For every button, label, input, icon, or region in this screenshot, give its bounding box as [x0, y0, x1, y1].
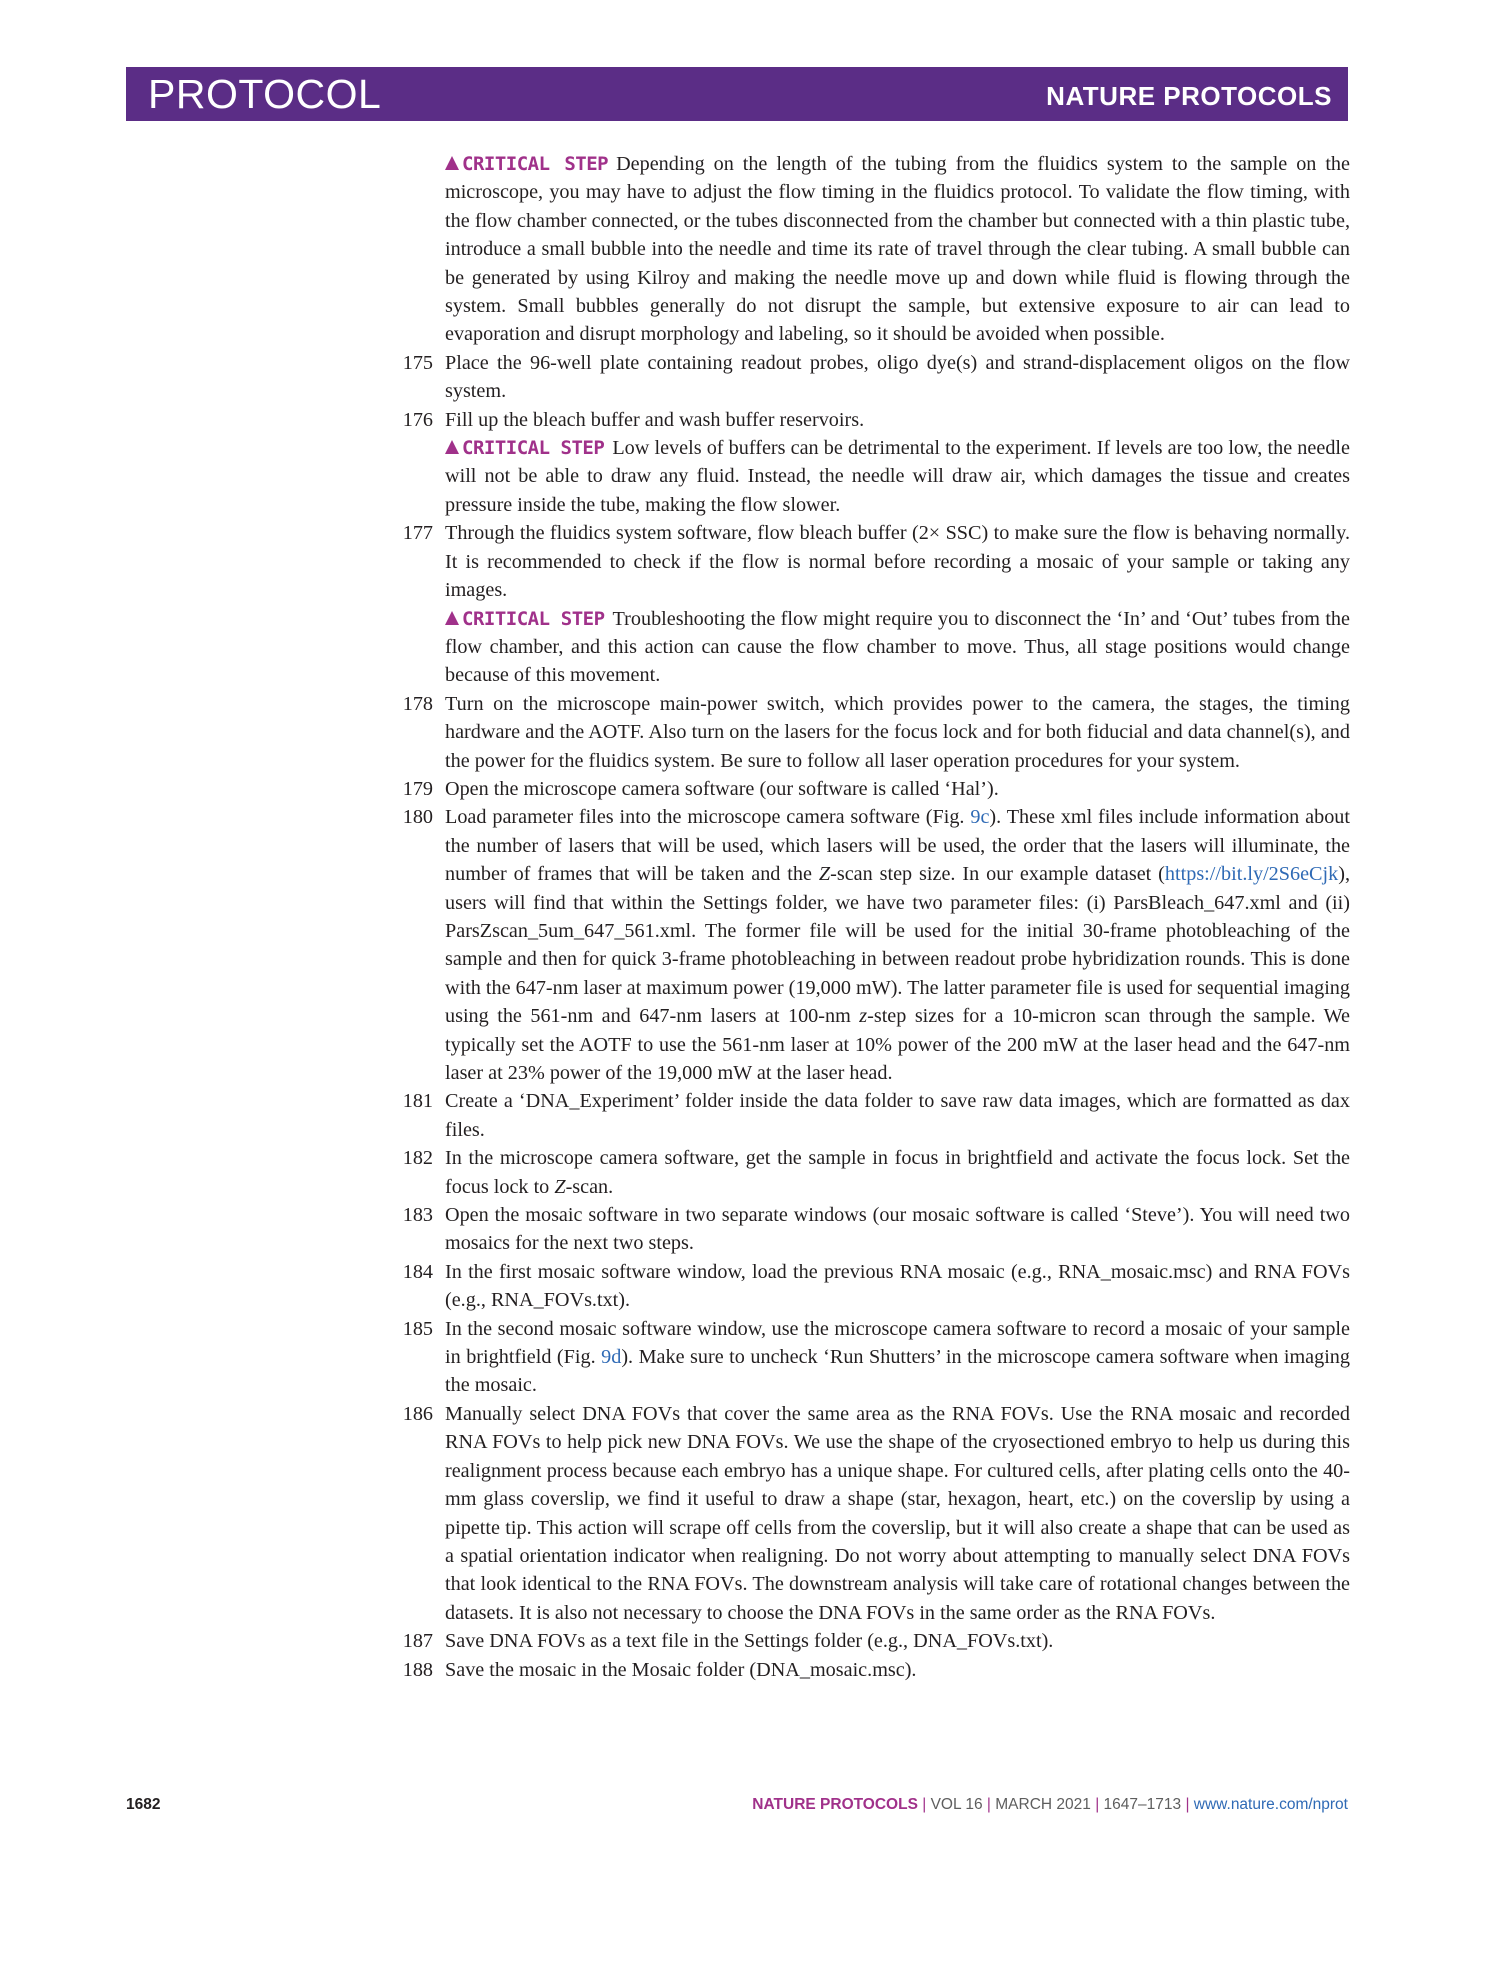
critical-step-label: CRITICAL STEP [445, 153, 608, 175]
protocol-step [385, 1315, 1350, 1400]
protocol-step [385, 775, 1350, 803]
step-number: 179 [402, 777, 433, 800]
warning-triangle-icon [445, 440, 459, 454]
step-text: Open the mosaic software in two separate windows (our mosaic software is called ‘Steve’). You will need two mosaics for the next two steps. [445, 1204, 1350, 1255]
protocol-step [385, 349, 1350, 406]
step-number: 183 [402, 1204, 433, 1227]
critical-step-note [385, 605, 1350, 690]
protocol-step [385, 1258, 1350, 1315]
step-text: Fill up the bleach buffer and wash buffer reservoirs. [445, 408, 865, 431]
figure-ref-link[interactable]: 9d [601, 1346, 622, 1369]
step-number: 181 [402, 1090, 433, 1113]
journal-url-link[interactable]: www.nature.com/nprot [1193, 1796, 1348, 1813]
step-text: Turn on the microscope main-power switch, which provides power to the camera, the stages, the timing hardware and the AOTF. Also turn on the lasers for the focus lock and for both fiducial and data channel(s), and the power for the fluidics system. Be sure to follow all laser operation procedures for your system. [445, 692, 1350, 772]
step-number: 188 [402, 1658, 433, 1681]
step-number: 176 [402, 408, 433, 431]
figure-ref-link[interactable]: 9c [970, 806, 990, 829]
protocol-step [385, 1087, 1350, 1144]
step-text: Open the microscope camera software (our software is called ‘Hal’). [445, 777, 999, 800]
protocol-step [385, 803, 1350, 1087]
journal-citation: NATURE PROTOCOLS | VOL 16 | MARCH 2021 | 1647–1713 | www.nature.com/nprot [752, 1796, 1348, 1813]
step-text: In the first mosaic software window, load the previous RNA mosaic (e.g., RNA_mosaic.msc) and RNA FOVs (e.g., RNA_FOVs.txt). [445, 1260, 1350, 1312]
critical-step-text: Low levels of buffers can be detrimental to the experiment. If levels are too low, the needle will not be able to draw any fluid. Instead, the needle will draw air, which damages the tissue and creates pressure inside the tube, making the flow slower. [445, 437, 1350, 516]
step-text: Save DNA FOVs as a text file in the Settings folder (e.g., DNA_FOVs.txt). [445, 1630, 1054, 1653]
step-number: 184 [402, 1260, 433, 1283]
step-text: Create a ‘DNA_Experiment’ folder inside the data folder to save raw data images, which are formatted as dax files. [445, 1090, 1350, 1141]
section-label: PROTOCOL [148, 71, 382, 117]
protocol-step [385, 1400, 1350, 1627]
warning-triangle-icon [445, 611, 459, 625]
step-number: 175 [402, 351, 433, 374]
protocol-step [385, 519, 1350, 604]
warning-triangle-icon [445, 156, 459, 170]
page-header-banner [126, 67, 1348, 121]
step-number: 185 [402, 1317, 433, 1340]
journal-header-name: NATURE PROTOCOLS [1046, 81, 1332, 111]
critical-step-text: Troubleshooting the flow might require you to disconnect the ‘In’ and ‘Out’ tubes from the flow chamber, and this action can cause the flow chamber to move. Thus, all stage positions would change because of this movement. [445, 607, 1350, 687]
step-number: 180 [402, 806, 433, 829]
critical-step-text: Depending on the length of the tubing from the fluidics system to the sample on the microscope, you may have to adjust the flow timing in the fluidics protocol. To validate the flow timing, with the flow chamber connected, or the tubes disconnected from the chamber but connected with a thin plastic tube, introduce a small bubble into the needle and time its rate of travel through the clear tubing. A small bubble can be generated by using Kilroy and making the needle move up and down while fluid is flowing through the system. Small bubbles generally do not disrupt the sample, but extensive exposure to air can lead to evaporation and disrupt morphology and labeling, so it should be avoided when possible. [445, 153, 1350, 346]
step-number: 177 [402, 522, 433, 545]
step-text: Manually select DNA FOVs that cover the same area as the RNA FOVs. Use the RNA mosaic and recorded RNA FOVs to help pick new DNA FOVs. We use the shape of the cryosectioned embryo to help us during this realignment process because each embryo has a unique shape. For cultured cells, after plating cells onto the 40-mm glass coverslip, we find it useful to draw a shape (star, hexagon, heart, etc.) on the coverslip by using a pipette tip. This action will scrape off cells from the coverslip, but it will also create a shape that can be used as a spatial orientation indicator when realigning. Do not worry about attempting to manually select DNA FOVs that look identical to the RNA FOVs. The downstream analysis will take care of rotational changes between the datasets. It is also not necessary to choose the DNA FOVs in the same order as the RNA FOVs. [445, 1402, 1350, 1624]
step-text: Load parameter files into the microscope camera software (Fig. 9c). These xml files include information about the number of lasers that will be used, which lasers will be used, the order that the lasers will illuminate, the number of frames that will be taken and the Z-scan step size. In our example dataset (https://bit.ly/2S6eCjk), users will find that within the Settings folder, we have two parameter files: (i) ParsBleach_647.xml and (ii) ParsZscan_5um_647_561.xml. The former file will be used for the initial 30-frame photobleaching of the sample and then for quick 3-frame photobleaching in between readout probe hybridization rounds. This is done with the 647-nm laser at maximum power (19,000 mW). The latter parameter file is used for sequential imaging using the 561-nm and 647-nm lasers at 100-nm z-step sizes for a 10-micron scan through the sample. We typically set the AOTF to use the 561-nm laser at 10% power of the 200 mW at the laser head and the 647-nm laser at 23% power of the 19,000 mW at the laser head. [445, 806, 1351, 1084]
critical-step-label: CRITICAL STEP [445, 437, 604, 459]
step-text: In the microscope camera software, get the sample in focus in brightfield and activate the focus lock. Set the focus lock to Z-scan. [445, 1147, 1350, 1198]
step-number: 186 [402, 1402, 433, 1425]
protocol-step [385, 1144, 1350, 1201]
protocol-step [385, 1656, 1350, 1684]
step-text: Through the fluidics system software, flow bleach buffer (2× SSC) to make sure the flow is behaving normally. It is recommended to check if the flow is normal before recording a mosaic of your sample or taking any images. [445, 522, 1350, 602]
protocol-step [385, 690, 1350, 775]
step-number: 178 [402, 692, 433, 715]
critical-step-label: CRITICAL STEP [445, 608, 605, 630]
protocol-step [385, 1201, 1350, 1258]
dataset-url-link[interactable]: https://bit.ly/2S6eCjk [1164, 863, 1339, 886]
page-number: 1682 [126, 1796, 161, 1813]
step-text: Place the 96-well plate containing readout probes, oligo dye(s) and strand-displacement oligos on the flow system. [445, 351, 1350, 403]
protocol-steps [385, 150, 1350, 1684]
page-footer [126, 1796, 1348, 1826]
protocol-step [385, 406, 1350, 434]
step-text: In the second mosaic software window, use the microscope camera software to record a mosaic of your sample in brightfield (Fig. 9d). Make sure to uncheck ‘Run Shutters’ in the microscope camera software when imaging the mosaic. [445, 1317, 1350, 1397]
step-text: Save the mosaic in the Mosaic folder (DNA_mosaic.msc). [445, 1658, 917, 1681]
protocol-step [385, 1627, 1350, 1655]
step-number: 182 [402, 1147, 433, 1170]
critical-step-note [385, 434, 1350, 519]
step-number: 187 [402, 1630, 433, 1653]
critical-step-note [385, 150, 1350, 349]
